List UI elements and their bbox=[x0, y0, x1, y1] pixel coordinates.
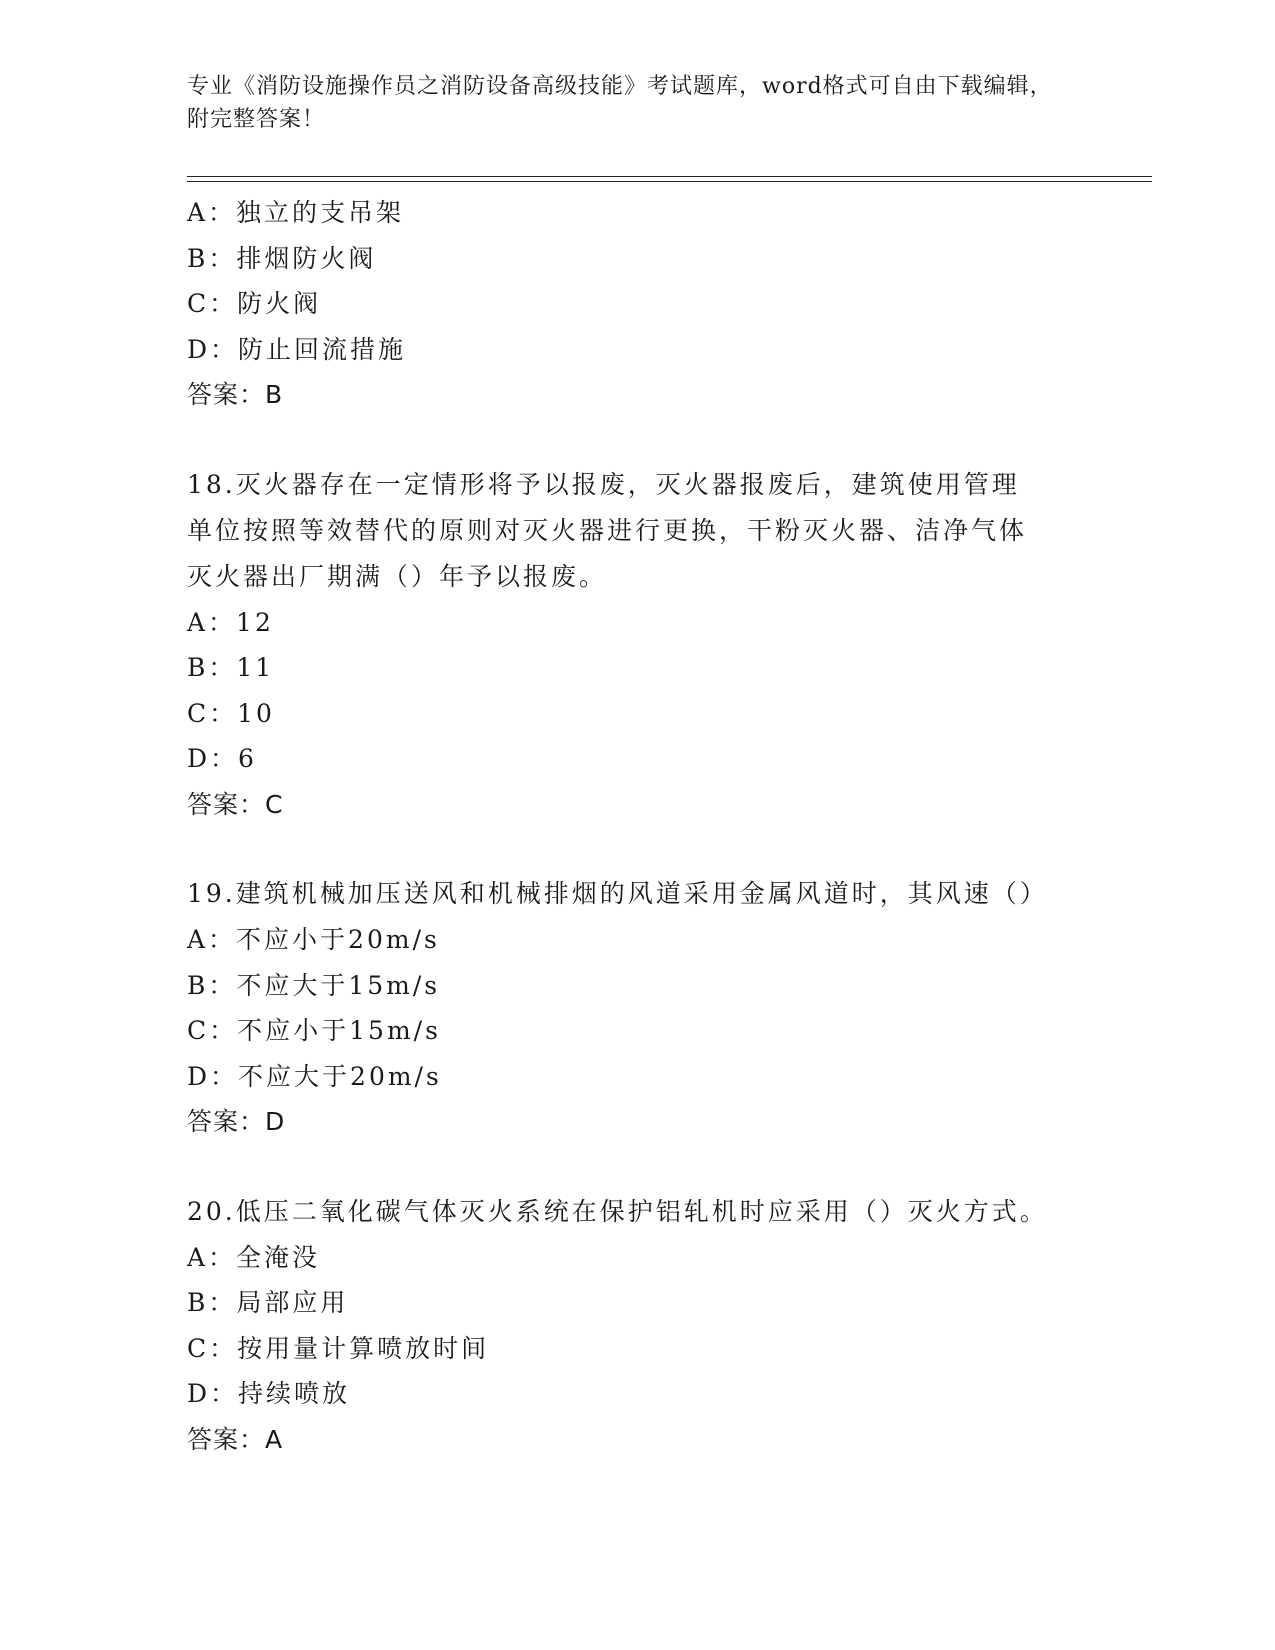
option-d: D：持续喷放 bbox=[187, 1379, 351, 1408]
answer-line: 答案：A bbox=[187, 1424, 284, 1454]
question-18-block bbox=[187, 462, 1087, 828]
spacer bbox=[187, 827, 1087, 871]
answer-line: 答案：D bbox=[187, 1107, 286, 1136]
question-list bbox=[187, 190, 1087, 1462]
question-text: 18.灭火器存在一定情形将予以报废，灭火器报废后，建筑使用管理单位按照等效替代的原则对灭火器进行更换，干粉灭火器、洁净气体灭火器出厂期满（）年予以报废。 bbox=[187, 469, 1028, 591]
option-d: D：防止回流措施 bbox=[187, 334, 407, 364]
option-a: A：全淹没 bbox=[187, 1242, 321, 1272]
option-c: C：10 bbox=[187, 698, 275, 728]
spacer bbox=[187, 1145, 1087, 1189]
document-header: 专业《消防设施操作员之消防设备高级技能》考试题库，word格式可自由下载编辑，附完整答案！ bbox=[187, 74, 1053, 132]
option-a: A：12 bbox=[187, 607, 274, 637]
option-d: D：不应大于20m/s bbox=[187, 1061, 442, 1091]
option-a: A：不应小于20m/s bbox=[187, 925, 440, 954]
header-divider bbox=[187, 176, 1152, 177]
spacer bbox=[187, 418, 1087, 462]
question-text: 20.低压二氧化碳气体灭火系统在保护铝轧机时应采用（）灭火方式。 bbox=[187, 1196, 1048, 1226]
option-c: C：防火阀 bbox=[187, 289, 322, 318]
option-a: A：独立的支吊架 bbox=[187, 198, 405, 227]
question-17-block bbox=[187, 190, 1087, 418]
answer-line: 答案：C bbox=[187, 789, 284, 819]
option-b: B：排烟防火阀 bbox=[187, 243, 377, 273]
option-d: D：6 bbox=[187, 744, 257, 773]
header-divider-second bbox=[187, 181, 1152, 182]
option-c: C：按用量计算喷放时间 bbox=[187, 1333, 490, 1363]
option-b: B：局部应用 bbox=[187, 1288, 349, 1317]
option-b: B：不应大于15m/s bbox=[187, 970, 441, 1000]
answer-line: 答案：B bbox=[187, 380, 284, 409]
option-b: B：11 bbox=[187, 653, 275, 682]
option-c: C：不应小于15m/s bbox=[187, 1016, 441, 1045]
question-19-block bbox=[187, 871, 1087, 1145]
question-text: 19.建筑机械加压送风和机械排烟的风道采用金属风道时，其风速（） bbox=[187, 879, 1048, 908]
question-20-block bbox=[187, 1189, 1087, 1463]
